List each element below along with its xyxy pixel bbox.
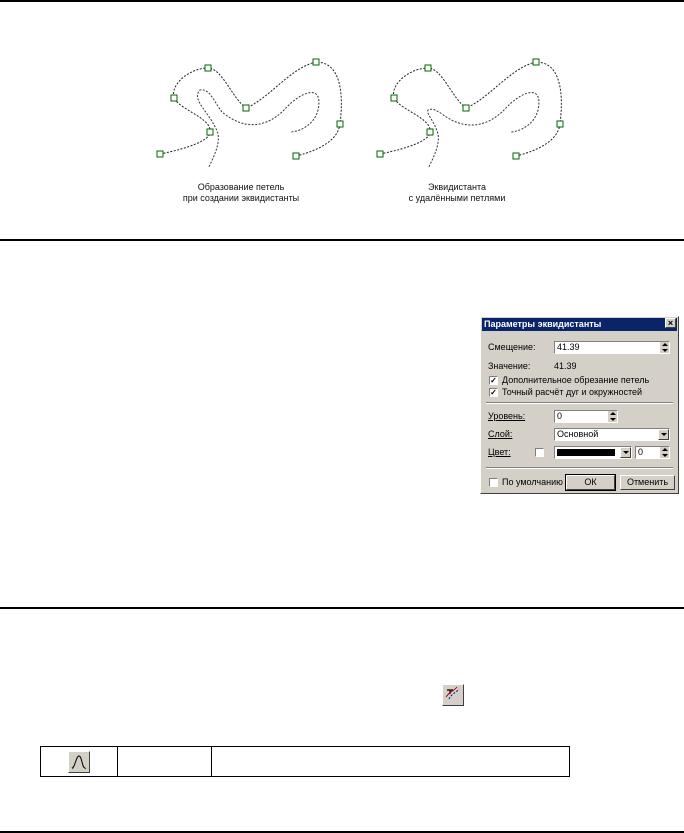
value-text: 41.39 bbox=[554, 361, 577, 371]
precise-calc-checkbox[interactable]: ✓ bbox=[490, 388, 497, 397]
spline-curve-icon bbox=[69, 752, 89, 772]
table-cell-2 bbox=[118, 747, 214, 776]
table-cell-3 bbox=[212, 747, 566, 776]
control-point bbox=[557, 121, 563, 127]
default-label: По умолчанию bbox=[502, 477, 563, 487]
control-point bbox=[171, 95, 177, 101]
value-label: Значение: bbox=[488, 361, 531, 371]
cancel-button[interactable]: Отменить bbox=[620, 475, 675, 490]
color-label: Цвет: bbox=[488, 447, 511, 457]
level-value: 0 bbox=[557, 411, 563, 421]
caption-right-line1: Эквидистанта bbox=[427, 182, 487, 192]
info-table bbox=[40, 746, 570, 777]
dialog-separator bbox=[486, 467, 673, 469]
layer-select[interactable] bbox=[554, 428, 670, 441]
control-point bbox=[313, 59, 319, 65]
control-point bbox=[243, 105, 249, 111]
extra-trim-checkbox[interactable]: ✓ bbox=[490, 376, 497, 385]
offset-value: 41.39 bbox=[557, 342, 580, 352]
right-curve-group bbox=[377, 59, 563, 168]
separator-line-top bbox=[0, 0, 684, 2]
control-point bbox=[157, 151, 163, 157]
layer-value: Основной bbox=[557, 429, 599, 439]
control-point bbox=[207, 129, 213, 135]
equidistant-tool-button[interactable] bbox=[442, 684, 464, 706]
caption-left-line2: при создании эквидистанты bbox=[182, 193, 300, 203]
color-checkbox[interactable] bbox=[535, 448, 544, 457]
equidistant-parameters-dialog bbox=[480, 316, 679, 494]
extra-trim-label: Дополнительное обрезание петель bbox=[502, 375, 650, 385]
ok-button[interactable]: ОК bbox=[566, 475, 615, 490]
separator-line-3 bbox=[0, 607, 684, 609]
control-point bbox=[337, 121, 343, 127]
left-curve-group bbox=[157, 59, 343, 168]
equidistant-illustration bbox=[150, 48, 580, 168]
offset-label: Смещение: bbox=[488, 342, 536, 352]
separator-line-2 bbox=[0, 239, 684, 241]
color-swatch bbox=[557, 449, 615, 456]
level-spinner[interactable] bbox=[607, 411, 617, 422]
right-inner-curve bbox=[424, 93, 539, 168]
layer-dropdown-button[interactable] bbox=[658, 429, 669, 440]
control-point bbox=[513, 153, 519, 159]
left-outer-curve bbox=[160, 62, 341, 156]
control-point bbox=[391, 95, 397, 101]
control-point bbox=[463, 105, 469, 111]
color-number-value: 0 bbox=[638, 447, 644, 457]
precise-calc-label: Точный расчёт дуг и окружностей bbox=[502, 387, 643, 397]
dialog-separator bbox=[486, 402, 673, 404]
right-outer-curve bbox=[380, 62, 561, 156]
color-number-spinner[interactable] bbox=[659, 447, 669, 458]
spline-tool-button[interactable] bbox=[68, 751, 90, 773]
offset-input[interactable] bbox=[554, 341, 670, 354]
caption-left-line1: Образование петель bbox=[197, 182, 285, 192]
control-point bbox=[293, 153, 299, 159]
layer-label: Слой: bbox=[488, 429, 513, 439]
control-point bbox=[377, 151, 383, 157]
caption-right-line2: с удалёнными петлями bbox=[408, 193, 506, 203]
close-button[interactable]: × bbox=[665, 318, 676, 328]
control-point bbox=[425, 65, 431, 71]
control-point bbox=[427, 129, 433, 135]
default-checkbox[interactable] bbox=[489, 478, 498, 487]
level-label: Уровень: bbox=[488, 411, 526, 421]
offset-spinner[interactable] bbox=[659, 342, 669, 353]
control-point bbox=[205, 65, 211, 71]
color-dropdown-button[interactable] bbox=[620, 447, 631, 458]
control-point bbox=[533, 59, 539, 65]
equidistant-tool-icon bbox=[443, 685, 463, 705]
dialog-title: Параметры эквидистанты bbox=[482, 318, 677, 331]
